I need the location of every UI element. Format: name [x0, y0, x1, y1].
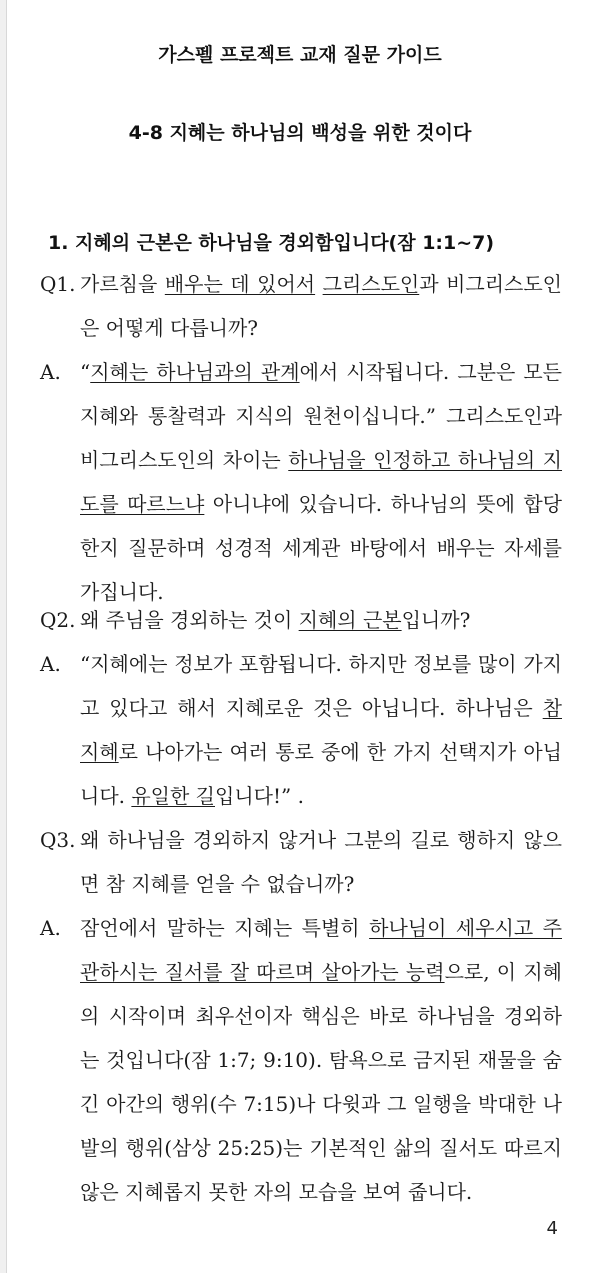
- question-text: [80, 262, 562, 350]
- question-1: [40, 262, 562, 350]
- text-run: 입니다!” .: [215, 784, 304, 808]
- answer-label: A.: [40, 652, 61, 676]
- text-run: “지혜에는 정보가 포함됩니다. 하지만 정보를 많이 가지고 있다고 해서 지혜로운 것은 아닙니다. 하나님은: [80, 652, 562, 720]
- page-number: 4: [546, 1218, 558, 1239]
- text-run: 으로, 이 지혜의 시작이며 최우선이자 핵심은 바로 하나님을 경외하는 것입니다(잠 1:7; 9:10). 탐욕으로 금지된 재물을 숨긴 아간의 행위(수 7:15)나 다윗과 그 일행을 박대한 나발의 행위(삼상 25:25)는 기본적인 삶의 질서도 따르지 않은 지혜롭지 못한 자의 모습을 보여 줍니다.: [80, 960, 562, 1204]
- answer-text: [80, 906, 562, 1214]
- section-heading: 1. 지혜의 근본은 하나님을 경외함입니다(잠 1:1~7): [48, 232, 495, 254]
- question-3: [40, 818, 562, 906]
- text-run: 로 나아가는 여러 통로 중에 한 가지 선택지가 아닙니다.: [80, 740, 562, 808]
- question-label: Q3.: [40, 828, 76, 852]
- question-text: [80, 598, 562, 642]
- answer-label: A.: [40, 360, 61, 384]
- answer-1: [40, 350, 562, 614]
- underlined-phrase: 유일한 길: [131, 784, 215, 808]
- underlined-phrase: 참 지혜: [80, 696, 562, 764]
- chapter-title: 4-8 지혜는 하나님의 백성을 위한 것이다: [128, 122, 472, 144]
- underlined-phrase: 하나님이 세우시고 주관하시는 질서를 잘 따르며 살아가는 능력: [80, 916, 562, 984]
- text-run: 입니까?: [401, 608, 471, 632]
- text-run: 잠언에서 말하는 지혜는 특별히: [80, 916, 370, 940]
- answer-text: [80, 642, 562, 818]
- answer-2: [40, 642, 562, 818]
- answer-label: A.: [40, 916, 61, 940]
- text-run: 에서 시작됩니다. 그분은 모든 지혜와 통찰력과 지식의 원천이십니다.” 그리스도인과 비그리스도인의 차이는: [80, 360, 562, 472]
- answer-text: [80, 350, 562, 614]
- question-2: [40, 598, 562, 642]
- text-run: [315, 272, 323, 296]
- text-run: 아니냐에 있습니다. 하나님의 뜻에 합당한지 질문하며 성경적 세계관 바탕에서 배우는 자세를 가집니다.: [80, 492, 563, 604]
- question-text: 왜 하나님을 경외하지 않거나 그분의 길로 행하지 않으면 참 지혜를 얻을 수 없습니까?: [80, 828, 562, 896]
- underlined-phrase: 지혜는 하나님과의 관계: [90, 360, 300, 384]
- question-label: Q2.: [40, 608, 76, 632]
- answer-3: [40, 906, 562, 1214]
- underlined-phrase: 하나님을 인정하고 하나님의 지도를 따르느냐: [80, 448, 563, 516]
- text-run: 왜 주님을 경외하는 것이: [80, 608, 299, 632]
- question-label: Q1.: [40, 272, 76, 296]
- page-edge: [0, 0, 7, 1273]
- text-run: 가르침을: [80, 272, 165, 296]
- text-run: 과 비그리스도인은 어떻게 다릅니까?: [80, 272, 562, 340]
- underlined-phrase: 지혜의 근본: [298, 608, 402, 632]
- text-run: “: [80, 360, 91, 384]
- underlined-phrase: 그리스도인: [322, 272, 420, 296]
- underlined-phrase: 배우는 데 있어서: [164, 272, 316, 296]
- document-title: 가스펠 프로젝트 교재 질문 가이드: [158, 44, 442, 66]
